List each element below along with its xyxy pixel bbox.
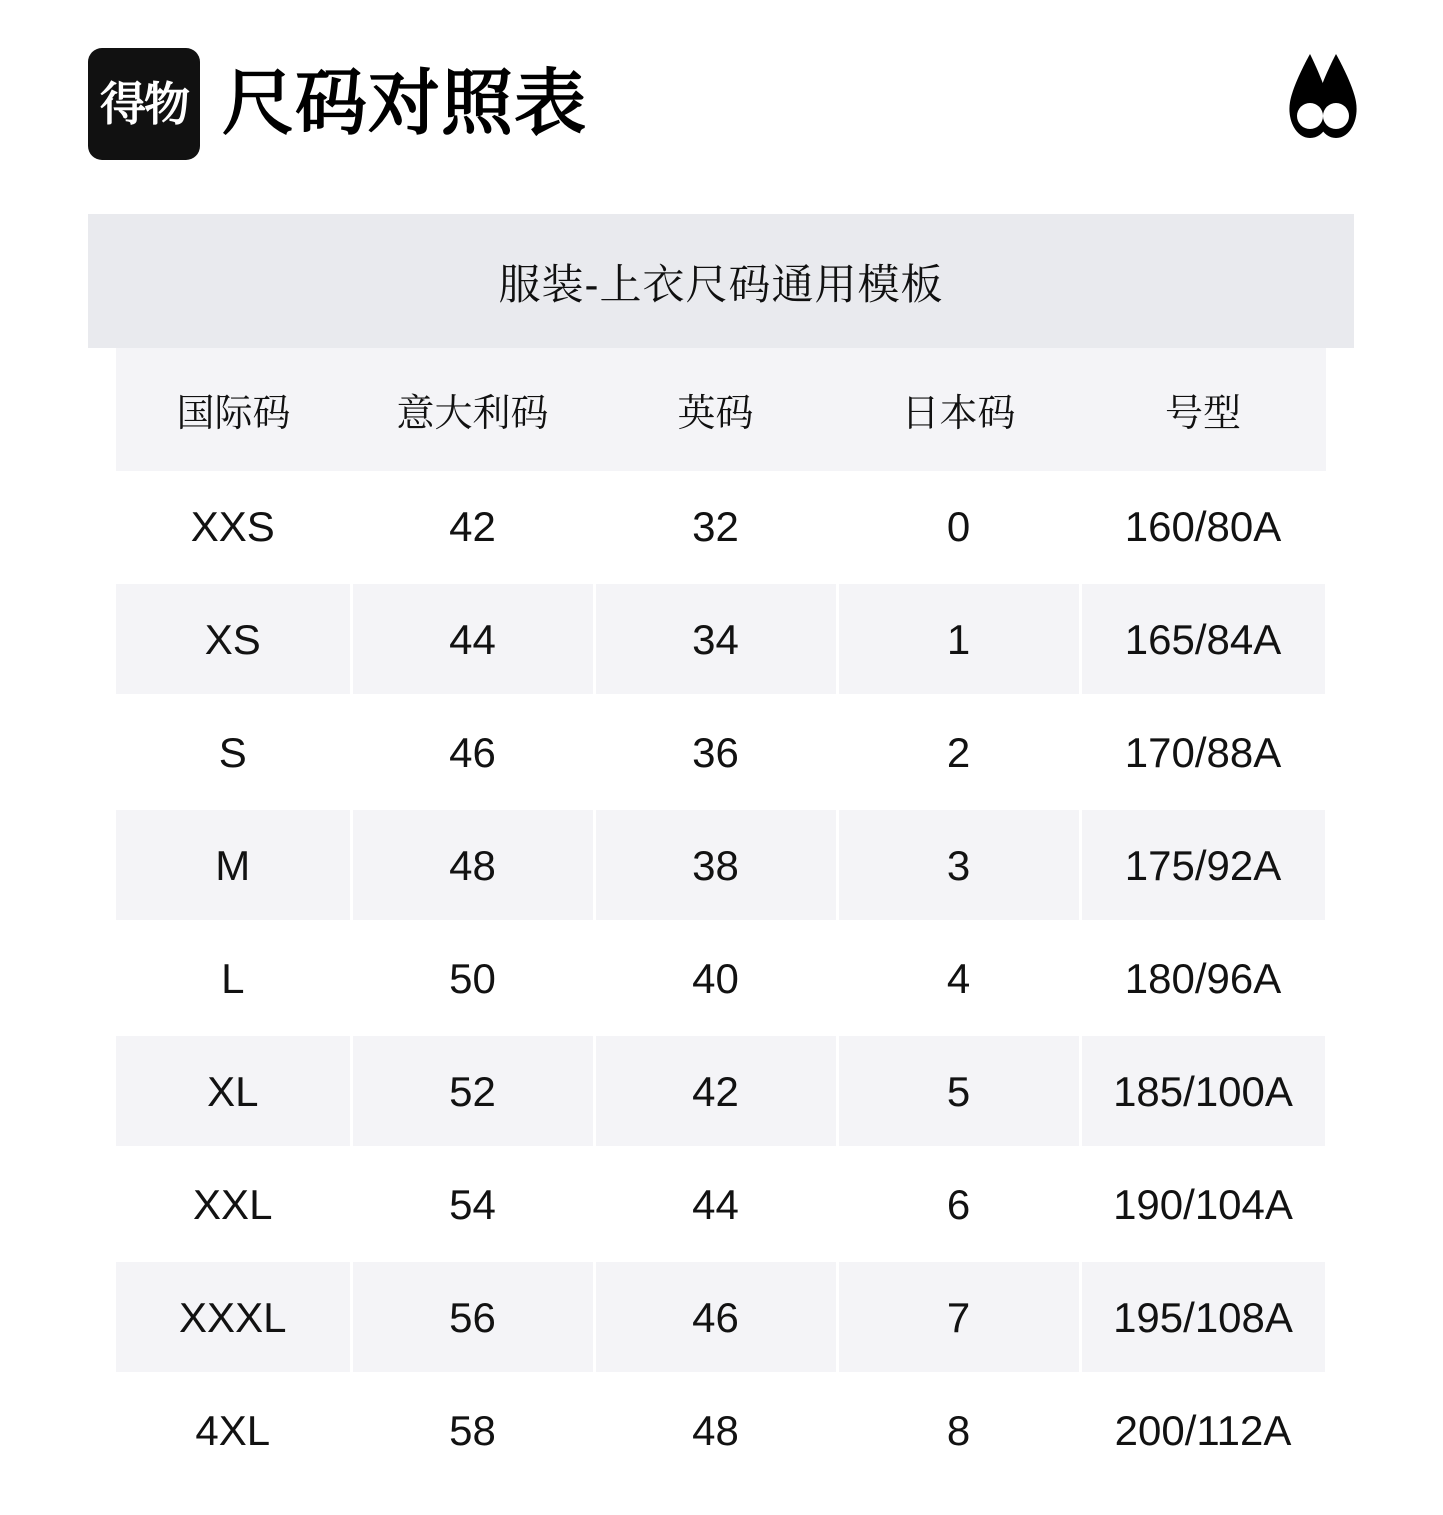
cell-uk: 34: [594, 583, 837, 696]
cell-international: XXXL: [116, 1261, 351, 1374]
cell-japan: 0: [837, 471, 1080, 583]
column-header-international: 国际码: [116, 348, 351, 471]
cell-cn-spec: 190/104A: [1080, 1148, 1326, 1261]
table-row: [88, 583, 1354, 696]
cell-uk: 46: [594, 1261, 837, 1374]
column-header-italian: 意大利码: [351, 348, 594, 471]
gutter-right: [1326, 348, 1354, 471]
gutter-left: [88, 348, 116, 471]
cell-international: 4XL: [116, 1374, 351, 1487]
table-row: [88, 696, 1354, 809]
cell-italian: 48: [351, 809, 594, 922]
cell-japan: 7: [837, 1261, 1080, 1374]
table-row: [88, 922, 1354, 1035]
page-header: [0, 0, 1443, 180]
cell-italian: 52: [351, 1035, 594, 1148]
cell-international: L: [116, 922, 351, 1035]
cell-uk: 32: [594, 471, 837, 583]
cell-uk: 42: [594, 1035, 837, 1148]
cell-uk: 40: [594, 922, 837, 1035]
table-header-row: [88, 348, 1354, 471]
dewu-logo-icon: [1263, 44, 1383, 164]
cell-cn-spec: 175/92A: [1080, 809, 1326, 922]
table-body: [88, 471, 1354, 1487]
cell-cn-spec: 195/108A: [1080, 1261, 1326, 1374]
cell-international: M: [116, 809, 351, 922]
cell-italian: 46: [351, 696, 594, 809]
cell-italian: 50: [351, 922, 594, 1035]
cell-japan: 6: [837, 1148, 1080, 1261]
cell-international: S: [116, 696, 351, 809]
cell-japan: 3: [837, 809, 1080, 922]
cell-international: XS: [116, 583, 351, 696]
table-row: [88, 1035, 1354, 1148]
column-header-uk: 英码: [594, 348, 837, 471]
cell-cn-spec: 170/88A: [1080, 696, 1326, 809]
cell-uk: 44: [594, 1148, 837, 1261]
cell-japan: 1: [837, 583, 1080, 696]
column-header-cn-spec: 号型: [1080, 348, 1326, 471]
cell-cn-spec: 160/80A: [1080, 471, 1326, 583]
cell-italian: 42: [351, 471, 594, 583]
cell-italian: 44: [351, 583, 594, 696]
cell-japan: 5: [837, 1035, 1080, 1148]
size-table: [88, 348, 1354, 1488]
cell-italian: 58: [351, 1374, 594, 1487]
brand-badge-label: 得物: [100, 77, 188, 131]
page-title: 尺码对照表: [222, 64, 588, 144]
cell-international: XXS: [116, 471, 351, 583]
cell-japan: 4: [837, 922, 1080, 1035]
size-table-card: [88, 214, 1354, 1488]
column-header-japan: 日本码: [837, 348, 1080, 471]
brand-badge: [88, 48, 200, 160]
table-row: [88, 1261, 1354, 1374]
cell-italian: 54: [351, 1148, 594, 1261]
cell-italian: 56: [351, 1261, 594, 1374]
cell-cn-spec: 200/112A: [1080, 1374, 1326, 1487]
table-row: [88, 809, 1354, 922]
table-row: [88, 471, 1354, 583]
table-row: [88, 1374, 1354, 1487]
table-row: [88, 1148, 1354, 1261]
cell-uk: 48: [594, 1374, 837, 1487]
cell-international: XXL: [116, 1148, 351, 1261]
cell-uk: 36: [594, 696, 837, 809]
cell-cn-spec: 165/84A: [1080, 583, 1326, 696]
cell-cn-spec: 180/96A: [1080, 922, 1326, 1035]
table-caption: 服装-上衣尺码通用模板: [88, 214, 1354, 348]
cell-japan: 8: [837, 1374, 1080, 1487]
cell-uk: 38: [594, 809, 837, 922]
cell-japan: 2: [837, 696, 1080, 809]
cell-cn-spec: 185/100A: [1080, 1035, 1326, 1148]
cell-international: XL: [116, 1035, 351, 1148]
